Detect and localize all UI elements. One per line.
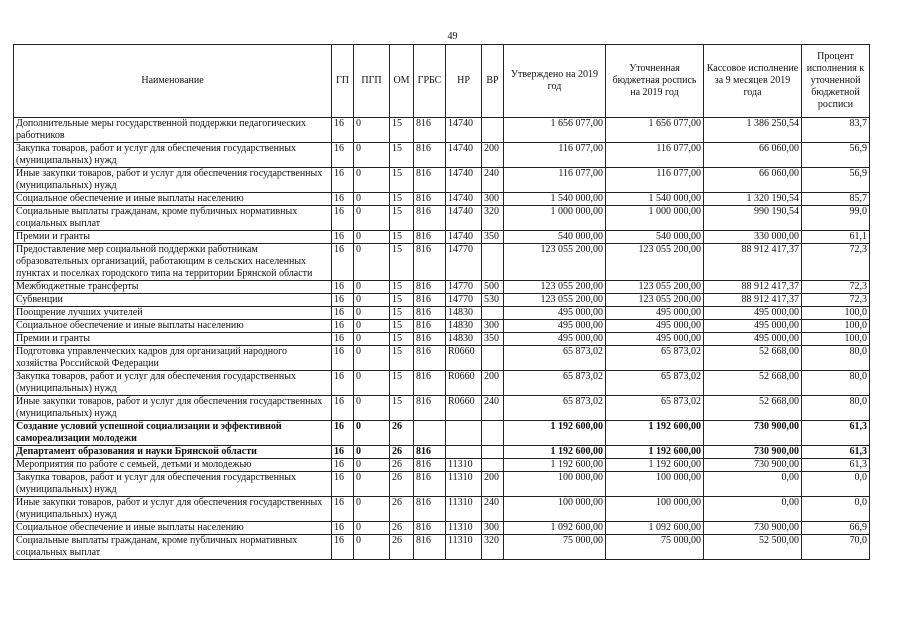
cell-name: Межбюджетные трансферты [14, 281, 332, 294]
cell-approved: 65 873,02 [504, 396, 606, 421]
table-row [14, 522, 870, 535]
cell-name: Субвенции [14, 294, 332, 307]
cell-revised: 495 000,00 [606, 307, 704, 320]
cell-gp: 16 [332, 231, 354, 244]
cell-name: Социальные выплаты гражданам, кроме публичных нормативных социальных выплат [14, 535, 332, 560]
cell-revised: 75 000,00 [606, 535, 704, 560]
cell-approved: 1 192 600,00 [504, 446, 606, 459]
col-header-om: ОМ [390, 45, 414, 118]
cell-om: 26 [390, 497, 414, 522]
cell-revised: 1 192 600,00 [606, 446, 704, 459]
cell-gp: 16 [332, 281, 354, 294]
cell-revised: 1 192 600,00 [606, 459, 704, 472]
cell-percent: 80,0 [802, 371, 870, 396]
cell-om: 15 [390, 244, 414, 281]
cell-cash: 1 320 190,54 [704, 193, 802, 206]
cell-grbs: 816 [414, 497, 446, 522]
cell-pgp: 0 [354, 371, 390, 396]
cell-gp: 16 [332, 535, 354, 560]
cell-vr: 320 [482, 535, 504, 560]
cell-gp: 16 [332, 446, 354, 459]
cell-percent: 72,3 [802, 281, 870, 294]
cell-cash: 88 912 417,37 [704, 294, 802, 307]
cell-approved: 1 092 600,00 [504, 522, 606, 535]
cell-vr [482, 446, 504, 459]
cell-approved: 1 540 000,00 [504, 193, 606, 206]
cell-pgp: 0 [354, 472, 390, 497]
cell-percent: 100,0 [802, 333, 870, 346]
cell-cash: 730 900,00 [704, 522, 802, 535]
table-row [14, 206, 870, 231]
cell-percent: 80,0 [802, 346, 870, 371]
cell-om: 15 [390, 346, 414, 371]
cell-pgp: 0 [354, 396, 390, 421]
table-row [14, 320, 870, 333]
cell-revised: 65 873,02 [606, 371, 704, 396]
cell-om: 15 [390, 371, 414, 396]
cell-om: 15 [390, 307, 414, 320]
cell-pgp: 0 [354, 535, 390, 560]
cell-cash: 730 900,00 [704, 421, 802, 446]
cell-vr: 240 [482, 168, 504, 193]
cell-om: 15 [390, 320, 414, 333]
table-row [14, 459, 870, 472]
cell-name: Иные закупки товаров, работ и услуг для обеспечения государственных (муниципальных) нужд [14, 396, 332, 421]
cell-pgp: 0 [354, 143, 390, 168]
cell-percent: 61,3 [802, 421, 870, 446]
cell-om: 15 [390, 231, 414, 244]
cell-pgp: 0 [354, 346, 390, 371]
cell-name: Дополнительные меры государственной поддержки педагогических работников [14, 118, 332, 143]
cell-vr: 240 [482, 396, 504, 421]
cell-gp: 16 [332, 333, 354, 346]
table-row [14, 294, 870, 307]
cell-om: 15 [390, 396, 414, 421]
cell-pgp: 0 [354, 446, 390, 459]
cell-name: Создание условий успешной социализации и эффективной самореализации молодежи [14, 421, 332, 446]
cell-name: Социальное обеспечение и иные выплаты населению [14, 320, 332, 333]
cell-cash: 52 668,00 [704, 396, 802, 421]
cell-vr: 500 [482, 281, 504, 294]
cell-gp: 16 [332, 168, 354, 193]
cell-nr [446, 421, 482, 446]
cell-grbs: 816 [414, 396, 446, 421]
cell-gp: 16 [332, 244, 354, 281]
cell-vr: 300 [482, 320, 504, 333]
cell-nr: R0660 [446, 396, 482, 421]
cell-percent: 66,9 [802, 522, 870, 535]
cell-cash: 88 912 417,37 [704, 281, 802, 294]
cell-pgp: 0 [354, 118, 390, 143]
cell-grbs: 816 [414, 446, 446, 459]
cell-om: 26 [390, 522, 414, 535]
cell-nr: 11310 [446, 497, 482, 522]
cell-revised: 123 055 200,00 [606, 294, 704, 307]
cell-grbs [414, 421, 446, 446]
cell-vr: 530 [482, 294, 504, 307]
col-header-vr: ВР [482, 45, 504, 118]
cell-percent: 83,7 [802, 118, 870, 143]
cell-om: 15 [390, 333, 414, 346]
cell-approved: 540 000,00 [504, 231, 606, 244]
cell-grbs: 816 [414, 307, 446, 320]
table-row [14, 231, 870, 244]
cell-percent: 0,0 [802, 497, 870, 522]
cell-percent: 61,3 [802, 446, 870, 459]
cell-grbs: 816 [414, 371, 446, 396]
table-row [14, 421, 870, 446]
cell-name: Социальное обеспечение и иные выплаты населению [14, 193, 332, 206]
cell-gp: 16 [332, 522, 354, 535]
cell-percent: 99,0 [802, 206, 870, 231]
table-row [14, 118, 870, 143]
cell-name: Подготовка управленческих кадров для организаций народного хозяйства Российской Федерации [14, 346, 332, 371]
cell-grbs: 816 [414, 168, 446, 193]
cell-revised: 1 192 600,00 [606, 421, 704, 446]
cell-vr: 350 [482, 333, 504, 346]
col-header-cash: Кассовое исполнение за 9 месяцев 2019 года [704, 45, 802, 118]
cell-approved: 65 873,02 [504, 371, 606, 396]
cell-revised: 1 000 000,00 [606, 206, 704, 231]
cell-revised: 1 092 600,00 [606, 522, 704, 535]
cell-gp: 16 [332, 421, 354, 446]
cell-om: 26 [390, 421, 414, 446]
cell-approved: 495 000,00 [504, 307, 606, 320]
col-header-nr: НР [446, 45, 482, 118]
cell-cash: 495 000,00 [704, 307, 802, 320]
table-row [14, 307, 870, 320]
cell-gp: 16 [332, 307, 354, 320]
cell-revised: 495 000,00 [606, 320, 704, 333]
cell-nr: 14830 [446, 307, 482, 320]
cell-vr [482, 346, 504, 371]
cell-name: Премии и гранты [14, 333, 332, 346]
cell-cash: 1 386 250,54 [704, 118, 802, 143]
cell-gp: 16 [332, 459, 354, 472]
cell-om: 15 [390, 281, 414, 294]
cell-grbs: 816 [414, 206, 446, 231]
cell-cash: 66 060,00 [704, 143, 802, 168]
cell-nr: 11310 [446, 535, 482, 560]
cell-cash: 0,00 [704, 472, 802, 497]
cell-nr: 14740 [446, 206, 482, 231]
cell-nr: R0660 [446, 346, 482, 371]
cell-approved: 1 000 000,00 [504, 206, 606, 231]
cell-vr [482, 118, 504, 143]
cell-name: Закупка товаров, работ и услуг для обеспечения государственных (муниципальных) нужд [14, 143, 332, 168]
cell-approved: 495 000,00 [504, 320, 606, 333]
cell-cash: 66 060,00 [704, 168, 802, 193]
cell-revised: 123 055 200,00 [606, 244, 704, 281]
cell-nr: 14770 [446, 294, 482, 307]
cell-pgp: 0 [354, 193, 390, 206]
cell-grbs: 816 [414, 333, 446, 346]
cell-approved: 1 192 600,00 [504, 421, 606, 446]
cell-grbs: 816 [414, 143, 446, 168]
cell-om: 15 [390, 118, 414, 143]
cell-cash: 0,00 [704, 497, 802, 522]
cell-grbs: 816 [414, 459, 446, 472]
cell-percent: 61,1 [802, 231, 870, 244]
table-row [14, 193, 870, 206]
cell-revised: 65 873,02 [606, 396, 704, 421]
cell-grbs: 816 [414, 193, 446, 206]
cell-grbs: 816 [414, 535, 446, 560]
page-number: 49 [447, 31, 458, 42]
cell-name: Закупка товаров, работ и услуг для обеспечения государственных (муниципальных) нужд [14, 472, 332, 497]
cell-percent: 61,3 [802, 459, 870, 472]
cell-approved: 123 055 200,00 [504, 281, 606, 294]
cell-nr: 11310 [446, 472, 482, 497]
table-header-row [14, 45, 870, 118]
cell-revised: 100 000,00 [606, 472, 704, 497]
cell-revised: 116 077,00 [606, 168, 704, 193]
cell-gp: 16 [332, 143, 354, 168]
cell-percent: 80,0 [802, 396, 870, 421]
cell-revised: 65 873,02 [606, 346, 704, 371]
cell-percent: 56,9 [802, 168, 870, 193]
cell-pgp: 0 [354, 497, 390, 522]
table-row [14, 396, 870, 421]
cell-grbs: 816 [414, 346, 446, 371]
cell-gp: 16 [332, 206, 354, 231]
cell-grbs: 816 [414, 244, 446, 281]
cell-nr: 14770 [446, 244, 482, 281]
cell-approved: 123 055 200,00 [504, 244, 606, 281]
col-header-approved: Утверждено на 2019 год [504, 45, 606, 118]
cell-nr: 14740 [446, 193, 482, 206]
cell-pgp: 0 [354, 168, 390, 193]
table-row [14, 143, 870, 168]
table-row [14, 472, 870, 497]
cell-pgp: 0 [354, 522, 390, 535]
cell-grbs: 816 [414, 472, 446, 497]
cell-om: 15 [390, 168, 414, 193]
cell-vr [482, 244, 504, 281]
table-row [14, 333, 870, 346]
table-row [14, 535, 870, 560]
cell-vr: 200 [482, 371, 504, 396]
cell-percent: 85,7 [802, 193, 870, 206]
cell-name: Закупка товаров, работ и услуг для обеспечения государственных (муниципальных) нужд [14, 371, 332, 396]
cell-grbs: 816 [414, 231, 446, 244]
cell-nr: R0660 [446, 371, 482, 396]
cell-cash: 52 668,00 [704, 371, 802, 396]
cell-nr: 14740 [446, 231, 482, 244]
col-header-revised: Уточненная бюджетная роспись на 2019 год [606, 45, 704, 118]
cell-percent: 0,0 [802, 472, 870, 497]
cell-revised: 100 000,00 [606, 497, 704, 522]
cell-grbs: 816 [414, 118, 446, 143]
col-header-gp: ГП [332, 45, 354, 118]
cell-nr [446, 446, 482, 459]
cell-approved: 495 000,00 [504, 333, 606, 346]
cell-om: 15 [390, 143, 414, 168]
cell-vr: 300 [482, 193, 504, 206]
cell-vr [482, 459, 504, 472]
cell-grbs: 816 [414, 522, 446, 535]
cell-vr [482, 421, 504, 446]
cell-vr: 300 [482, 522, 504, 535]
cell-om: 26 [390, 535, 414, 560]
cell-name: Департамент образования и науки Брянской области [14, 446, 332, 459]
cell-approved: 100 000,00 [504, 497, 606, 522]
cell-cash: 990 190,54 [704, 206, 802, 231]
cell-approved: 1 192 600,00 [504, 459, 606, 472]
cell-name: Иные закупки товаров, работ и услуг для обеспечения государственных (муниципальных) нужд [14, 497, 332, 522]
cell-nr: 14740 [446, 168, 482, 193]
cell-pgp: 0 [354, 421, 390, 446]
cell-gp: 16 [332, 320, 354, 333]
table-row [14, 497, 870, 522]
cell-percent: 100,0 [802, 307, 870, 320]
cell-vr: 240 [482, 497, 504, 522]
cell-gp: 16 [332, 497, 354, 522]
cell-percent: 56,9 [802, 143, 870, 168]
cell-grbs: 816 [414, 294, 446, 307]
cell-vr: 350 [482, 231, 504, 244]
cell-revised: 1 656 077,00 [606, 118, 704, 143]
cell-om: 15 [390, 294, 414, 307]
cell-cash: 730 900,00 [704, 459, 802, 472]
cell-revised: 495 000,00 [606, 333, 704, 346]
cell-pgp: 0 [354, 231, 390, 244]
cell-grbs: 816 [414, 320, 446, 333]
cell-nr: 14830 [446, 320, 482, 333]
cell-cash: 730 900,00 [704, 446, 802, 459]
cell-percent: 100,0 [802, 320, 870, 333]
cell-approved: 65 873,02 [504, 346, 606, 371]
cell-om: 15 [390, 206, 414, 231]
cell-pgp: 0 [354, 244, 390, 281]
col-header-name: Наименование [14, 45, 332, 118]
cell-nr: 14740 [446, 118, 482, 143]
cell-approved: 1 656 077,00 [504, 118, 606, 143]
table-row [14, 371, 870, 396]
cell-name: Премии и гранты [14, 231, 332, 244]
cell-approved: 116 077,00 [504, 143, 606, 168]
cell-approved: 75 000,00 [504, 535, 606, 560]
cell-name: Мероприятия по работе с семьей, детьми и молодежью [14, 459, 332, 472]
cell-nr: 14770 [446, 281, 482, 294]
cell-nr: 14830 [446, 333, 482, 346]
cell-percent: 72,3 [802, 244, 870, 281]
cell-revised: 1 540 000,00 [606, 193, 704, 206]
cell-cash: 52 500,00 [704, 535, 802, 560]
table-row [14, 244, 870, 281]
cell-pgp: 0 [354, 320, 390, 333]
cell-vr [482, 307, 504, 320]
cell-name: Социальное обеспечение и иные выплаты населению [14, 522, 332, 535]
cell-revised: 123 055 200,00 [606, 281, 704, 294]
cell-gp: 16 [332, 193, 354, 206]
col-header-grbs: ГРБС [414, 45, 446, 118]
cell-pgp: 0 [354, 459, 390, 472]
table-row [14, 446, 870, 459]
cell-approved: 123 055 200,00 [504, 294, 606, 307]
cell-pgp: 0 [354, 333, 390, 346]
cell-grbs: 816 [414, 281, 446, 294]
cell-revised: 116 077,00 [606, 143, 704, 168]
cell-revised: 540 000,00 [606, 231, 704, 244]
cell-name: Социальные выплаты гражданам, кроме публичных нормативных социальных выплат [14, 206, 332, 231]
cell-vr: 200 [482, 143, 504, 168]
cell-name: Поощрение лучших учителей [14, 307, 332, 320]
cell-gp: 16 [332, 371, 354, 396]
cell-om: 26 [390, 472, 414, 497]
cell-vr: 320 [482, 206, 504, 231]
cell-cash: 52 668,00 [704, 346, 802, 371]
cell-gp: 16 [332, 396, 354, 421]
table-row [14, 168, 870, 193]
cell-nr: 14740 [446, 143, 482, 168]
col-header-percent: Процент исполнения к уточненной бюджетной росписи [802, 45, 870, 118]
cell-cash: 330 000,00 [704, 231, 802, 244]
cell-cash: 495 000,00 [704, 320, 802, 333]
cell-percent: 72,3 [802, 294, 870, 307]
cell-approved: 116 077,00 [504, 168, 606, 193]
col-header-pgp: ПГП [354, 45, 390, 118]
table-body [14, 118, 870, 560]
budget-table [13, 44, 870, 560]
cell-pgp: 0 [354, 307, 390, 320]
cell-nr: 11310 [446, 522, 482, 535]
cell-pgp: 0 [354, 281, 390, 294]
cell-cash: 495 000,00 [704, 333, 802, 346]
cell-om: 15 [390, 193, 414, 206]
cell-percent: 70,0 [802, 535, 870, 560]
cell-gp: 16 [332, 346, 354, 371]
cell-pgp: 0 [354, 294, 390, 307]
cell-nr: 11310 [446, 459, 482, 472]
cell-gp: 16 [332, 294, 354, 307]
cell-cash: 88 912 417,37 [704, 244, 802, 281]
table-row [14, 346, 870, 371]
cell-name: Предоставление мер социальной поддержки работникам образовательных организаций, работающим в сельских населенных пунктах и поселках городского типа на территории Брянской области [14, 244, 332, 281]
cell-approved: 100 000,00 [504, 472, 606, 497]
cell-gp: 16 [332, 118, 354, 143]
cell-pgp: 0 [354, 206, 390, 231]
cell-om: 26 [390, 459, 414, 472]
cell-name: Иные закупки товаров, работ и услуг для обеспечения государственных (муниципальных) нужд [14, 168, 332, 193]
table-row [14, 281, 870, 294]
cell-gp: 16 [332, 472, 354, 497]
cell-vr: 200 [482, 472, 504, 497]
cell-om: 26 [390, 446, 414, 459]
